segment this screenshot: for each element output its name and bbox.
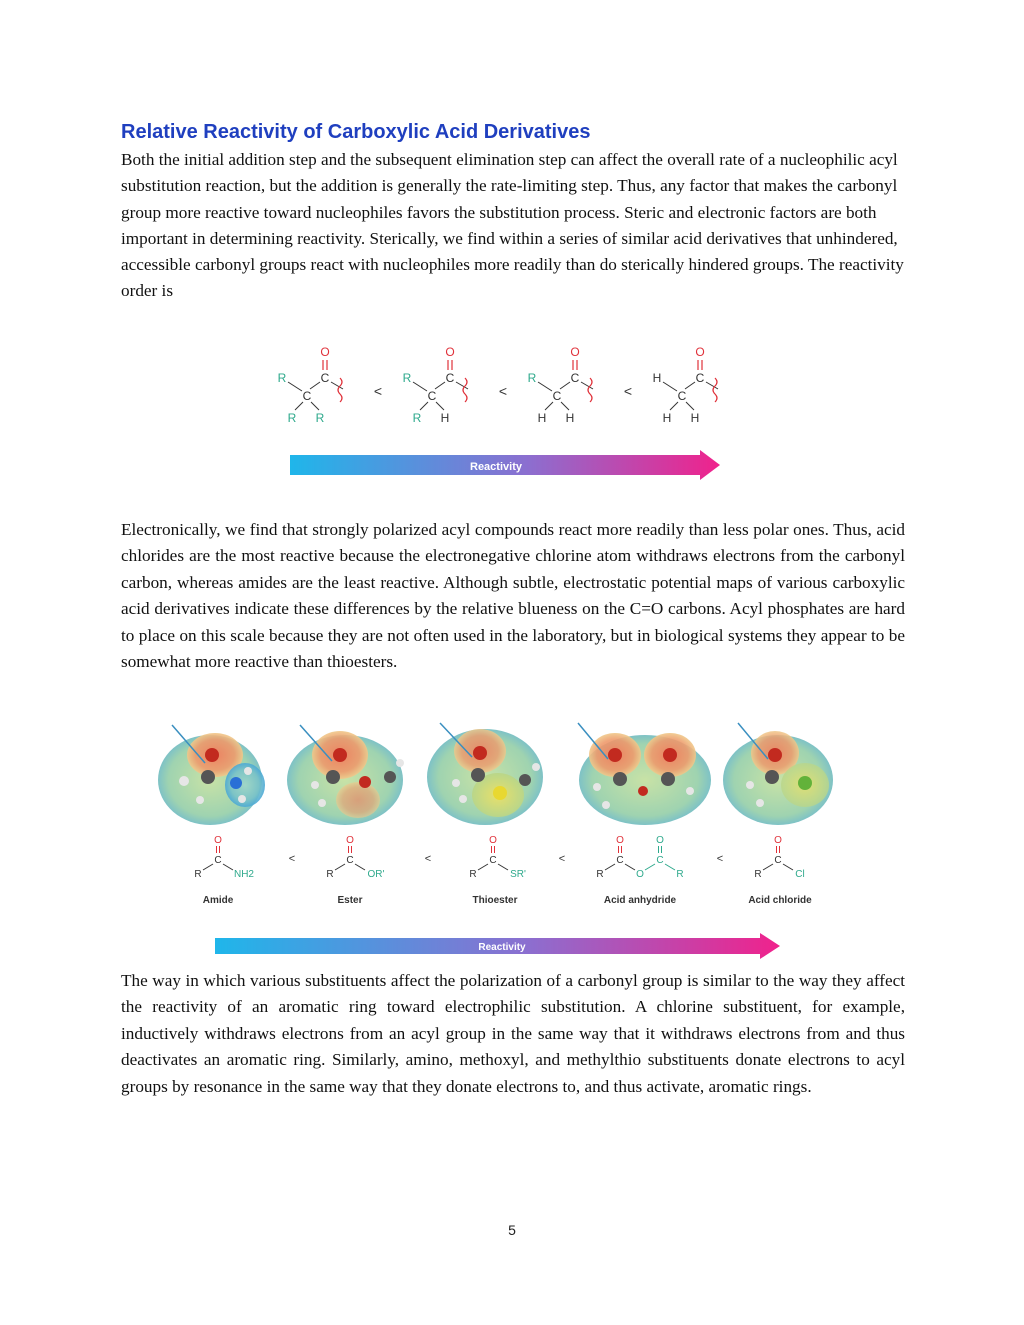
svg-text:R: R bbox=[412, 411, 422, 425]
structure-acid-anhydride bbox=[596, 835, 683, 880]
structure-thioester bbox=[469, 835, 526, 880]
epm-acid-chloride bbox=[723, 723, 833, 825]
reactivity-arrow-2 bbox=[215, 933, 780, 959]
paragraph-electronic: Electronically, we find that strongly polarized acyl compounds react more readily than less polar ones. Thus, acid chlorides are the most reactive because the electronegative chlorine atom withdraws electrons from the carbonyl carbon, whereas amides are the least reactive. Although subtle, electrostatic potential maps of various carboxylic acid derivatives indicate these differences by the relative blueness on the C=O carbons. Acyl phosphates are hard to place on this scale because they are not often used in the laboratory, but in biological systems they appear to be somewhat more reactive than thioesters. bbox=[121, 520, 905, 672]
paragraph-steric: Both the initial addition step and the subsequent elimination step can affect the overall rate of a nucleophilic acyl substitution reaction, but the addition is generally the rate-limiting step. Thus, any factor that makes the carbonyl group more reactive toward nucleophiles favors the substitution process. Steric and electronic factors are both important in determining reactivity. Sterically, we find within a series of similar acid derivatives that unhindered, accessible carbonyl groups react with nucleophiles more readily than do sterically hindered groups. The reactivity order is bbox=[121, 150, 904, 301]
molecule-trialkyl bbox=[278, 345, 343, 425]
less-than-a: < bbox=[288, 853, 296, 865]
label-ester: Ester bbox=[337, 895, 363, 906]
svg-text:C: C bbox=[427, 389, 437, 403]
svg-text:R: R bbox=[469, 869, 477, 880]
label-amide: Amide bbox=[202, 895, 234, 906]
electronic-reactivity-figure bbox=[150, 715, 850, 965]
less-than-1: < bbox=[373, 383, 383, 399]
svg-text:C: C bbox=[320, 371, 330, 385]
svg-text:O: O bbox=[445, 345, 455, 359]
svg-text:R: R bbox=[402, 371, 412, 385]
svg-text:O: O bbox=[214, 835, 222, 846]
svg-text:O: O bbox=[489, 835, 497, 846]
structure-amide bbox=[194, 835, 254, 880]
svg-text:H: H bbox=[652, 371, 662, 385]
svg-text:R: R bbox=[315, 411, 325, 425]
structure-acid-chloride bbox=[754, 835, 804, 880]
reactivity-arrow-1 bbox=[290, 450, 720, 480]
svg-text:C: C bbox=[570, 371, 580, 385]
epm-thioester bbox=[427, 723, 543, 825]
svg-text:C: C bbox=[445, 371, 455, 385]
svg-text:O: O bbox=[636, 869, 644, 880]
section-title: Relative Reactivity of Carboxylic Acid Derivatives bbox=[121, 121, 591, 143]
molecule-monoalkyl bbox=[528, 345, 593, 425]
svg-text:H: H bbox=[537, 411, 547, 425]
svg-text:H: H bbox=[565, 411, 575, 425]
svg-text:R: R bbox=[527, 371, 537, 385]
svg-text:R: R bbox=[754, 869, 762, 880]
epm-amide bbox=[158, 725, 265, 825]
svg-text:O: O bbox=[320, 345, 330, 359]
page-number: 5 bbox=[508, 1222, 516, 1238]
svg-text:C: C bbox=[552, 389, 562, 403]
svg-text:Reactivity: Reactivity bbox=[478, 942, 526, 953]
less-than-2: < bbox=[498, 383, 508, 399]
svg-text:Cl: Cl bbox=[795, 869, 805, 880]
paragraph-substituents: The way in which various substituents affect the polarization of a carbonyl group is similar to the way they affect the reactivity of an aromatic ring toward electrophilic substitution. A chlorine substituent, for example, inductively withdraws electrons from an acyl group in the same way that it withdraws electrons from and thus deactivates an aromatic ring. Similarly, amino, methoxyl, and methylthio substituents donate electrons to acyl groups by resonance in the same way that they donate electrons to, and thus activate, aromatic rings. bbox=[121, 971, 905, 1096]
svg-text:C: C bbox=[616, 855, 624, 866]
svg-text:H: H bbox=[690, 411, 700, 425]
epm-ester bbox=[287, 725, 404, 825]
svg-text:C: C bbox=[677, 389, 687, 403]
svg-text:NH2: NH2 bbox=[233, 869, 255, 880]
steric-reactivity-figure bbox=[270, 340, 750, 490]
svg-text:O: O bbox=[774, 835, 782, 846]
less-than-b: < bbox=[424, 853, 432, 865]
svg-text:Reactivity: Reactivity bbox=[470, 461, 522, 473]
less-than-c: < bbox=[558, 853, 566, 865]
svg-text:H: H bbox=[662, 411, 672, 425]
svg-text:H: H bbox=[440, 411, 450, 425]
svg-text:C: C bbox=[489, 855, 497, 866]
svg-text:O: O bbox=[346, 835, 354, 846]
svg-text:R: R bbox=[277, 371, 287, 385]
molecule-unsubstituted bbox=[653, 345, 718, 425]
svg-text:R: R bbox=[287, 411, 297, 425]
svg-text:C: C bbox=[774, 855, 782, 866]
less-than-d: < bbox=[716, 853, 724, 865]
label-acid-chloride: Acid chloride bbox=[748, 895, 812, 906]
structure-ester bbox=[326, 835, 384, 880]
svg-text:O: O bbox=[695, 345, 705, 359]
svg-text:R: R bbox=[596, 869, 604, 880]
svg-text:R: R bbox=[676, 869, 684, 880]
svg-text:R: R bbox=[326, 869, 334, 880]
svg-text:C: C bbox=[214, 855, 222, 866]
molecule-dialkyl bbox=[403, 345, 468, 425]
svg-text:O: O bbox=[570, 345, 580, 359]
svg-text:C: C bbox=[656, 855, 664, 866]
svg-text:C: C bbox=[695, 371, 705, 385]
less-than-3: < bbox=[623, 383, 633, 399]
svg-text:OR': OR' bbox=[367, 869, 385, 880]
label-acid-anhydride: Acid anhydride bbox=[603, 895, 677, 906]
svg-text:R: R bbox=[194, 869, 202, 880]
svg-text:SR': SR' bbox=[510, 869, 526, 880]
svg-text:C: C bbox=[346, 855, 354, 866]
epm-acid-anhydride bbox=[578, 723, 711, 825]
svg-text:C: C bbox=[302, 389, 312, 403]
svg-text:O: O bbox=[656, 835, 664, 846]
svg-text:O: O bbox=[616, 835, 624, 846]
label-thioester: Thioester bbox=[472, 895, 518, 906]
